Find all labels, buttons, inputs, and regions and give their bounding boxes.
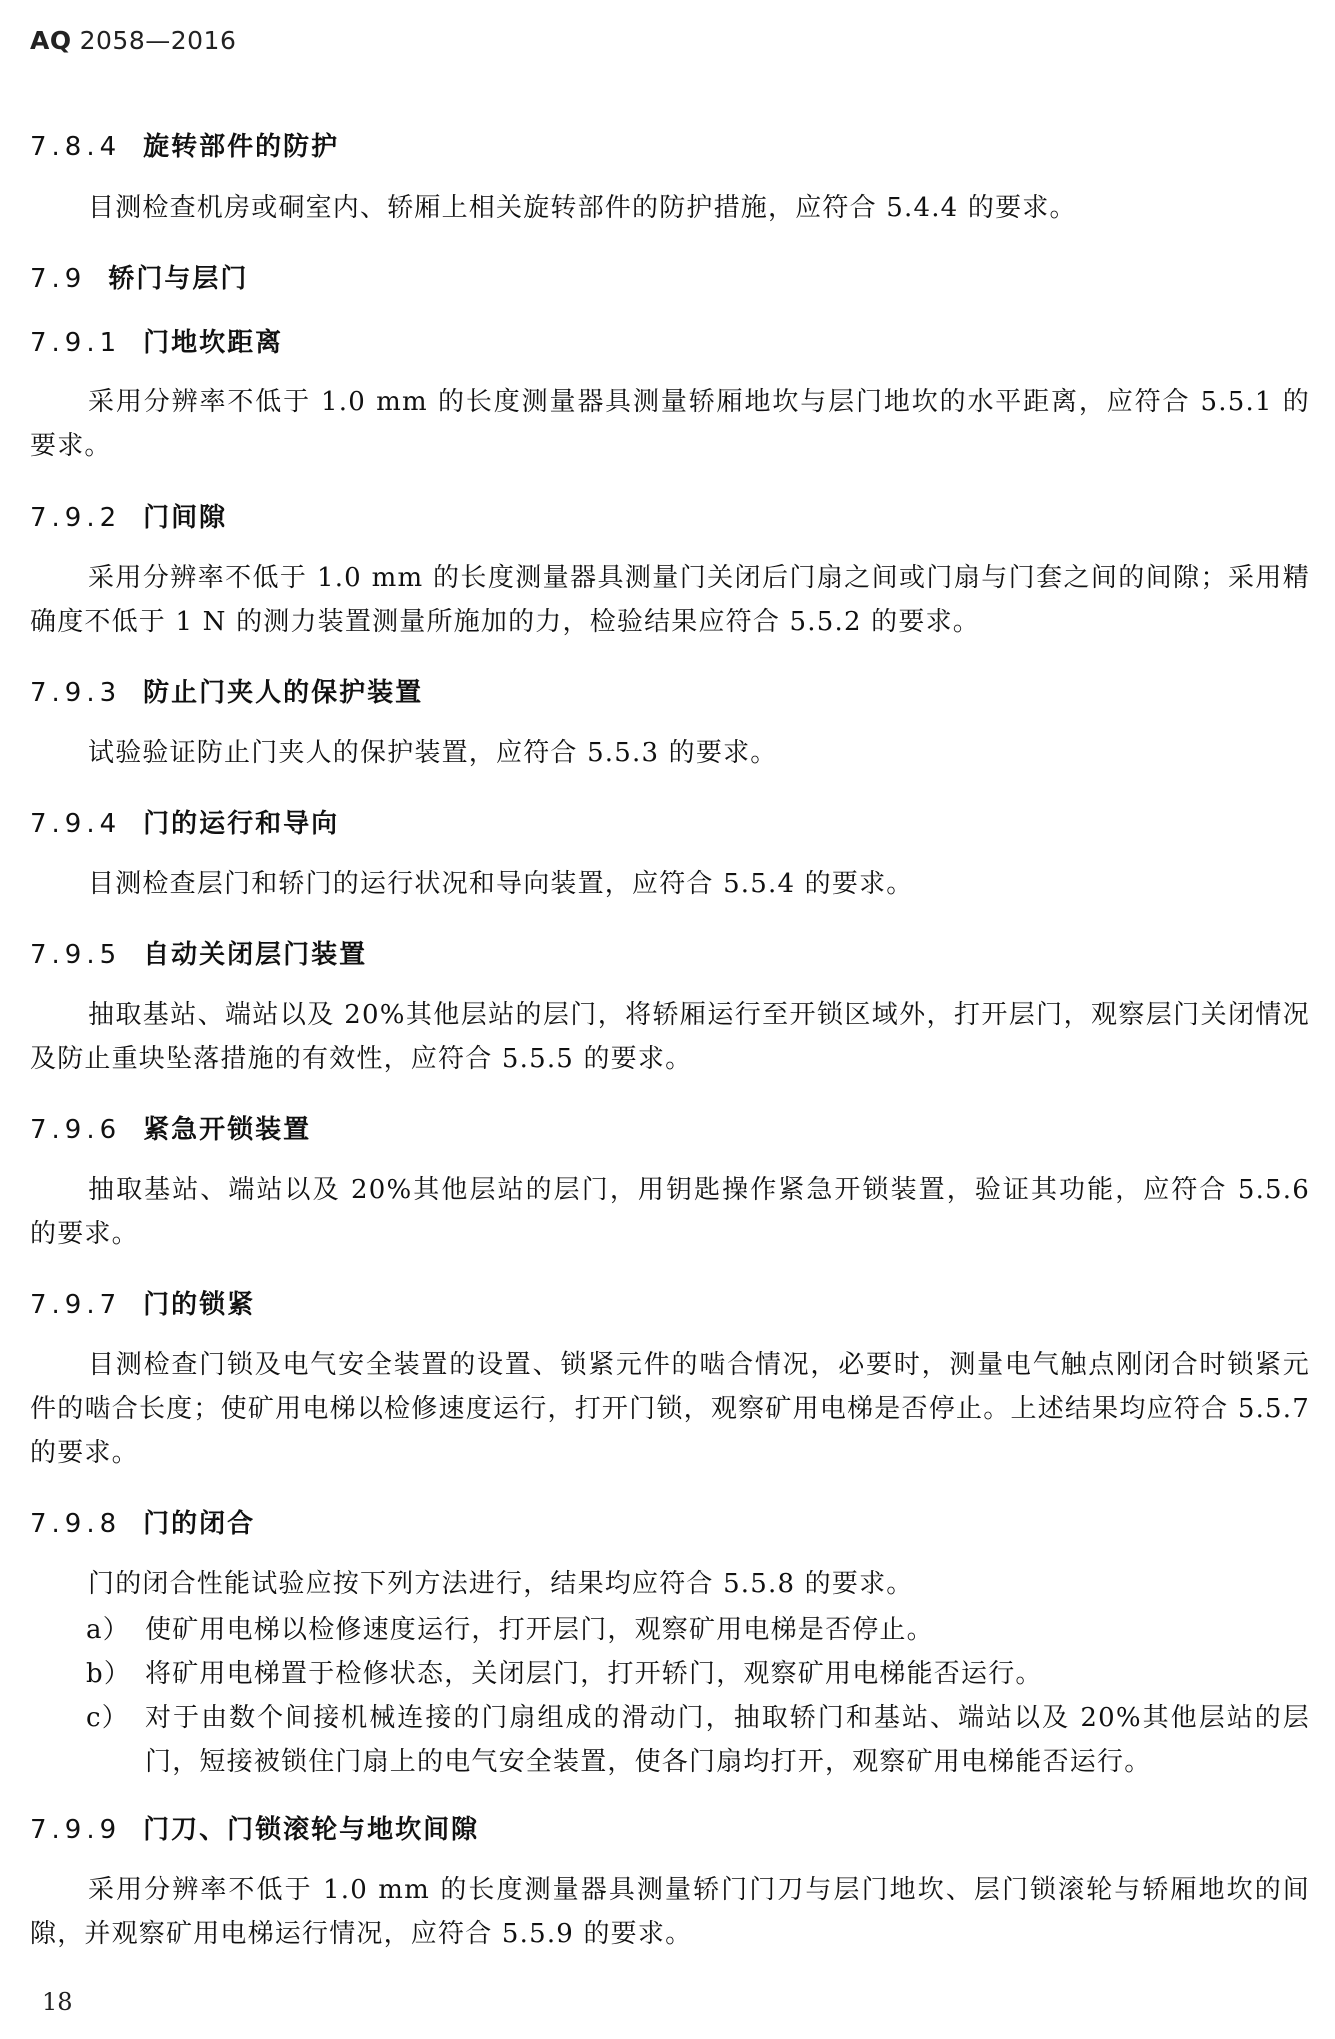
- section-number: 7.9.7: [30, 1290, 122, 1320]
- section-title: 门的运行和导向: [143, 809, 340, 839]
- section-heading-7-9-6: [30, 1109, 311, 1146]
- section-heading-7-9-5: [30, 934, 367, 971]
- section-heading-7-9-9: [30, 1809, 479, 1846]
- section-title: 自动关闭层门装置: [143, 940, 368, 970]
- section-heading-7-8-4: [30, 126, 339, 163]
- section-number: 7.9.6: [30, 1115, 122, 1145]
- list-label: c）: [86, 1703, 129, 1733]
- section-title: 防止门夹人的保护装置: [143, 678, 424, 708]
- page-number: 18: [42, 1988, 73, 2016]
- section-heading-7-9-1: [30, 322, 283, 359]
- section-title: 轿门与层门: [108, 264, 249, 294]
- paragraph-7-9-9: 采用分辨率不低于 1.0 mm 的长度测量器具测量轿门门刀与层门地坎、层门锁滚轮与轿厢地坎的间隙，并观察矿用电梯运行情况，应符合 5.5.9 的要求。: [30, 1875, 1310, 1949]
- section-heading-7-9-3: [30, 672, 423, 709]
- list-text: 使矿用电梯以检修速度运行，打开层门，观察矿用电梯是否停止。: [145, 1615, 934, 1645]
- list-label: a）: [86, 1615, 130, 1645]
- paragraph-7-9-1: 采用分辨率不低于 1.0 mm 的长度测量器具测量轿厢地坎与层门地坎的水平距离，应符合 5.5.1 的要求。: [30, 387, 1310, 461]
- section-title: 门刀、门锁滚轮与地坎间隙: [143, 1815, 480, 1845]
- paragraph-7-9-2: 采用分辨率不低于 1.0 mm 的长度测量器具测量门关闭后门扇之间或门扇与门套之间的间隙；采用精确度不低于 1 N 的测力装置测量所施加的力，检验结果应符合 5.5.2 的要求。: [30, 563, 1310, 637]
- paragraph-7-9-6: 抽取基站、端站以及 20%其他层站的层门，用钥匙操作紧急开锁装置，验证其功能，应符合 5.5.6 的要求。: [30, 1175, 1310, 1249]
- section-number: 7.9.1: [30, 328, 122, 358]
- section-number: 7.8.4: [30, 132, 122, 162]
- section-heading-7-9-7: [30, 1284, 255, 1321]
- section-heading-7-9-2: [30, 497, 227, 534]
- paragraph-7-8-4: 目测检查机房或硐室内、轿厢上相关旋转部件的防护措施，应符合 5.4.4 的要求。: [88, 193, 1077, 223]
- list-item-b: [30, 1652, 1310, 1696]
- section-number: 7.9: [30, 264, 87, 294]
- list-label: b）: [86, 1659, 132, 1689]
- section-number: 7.9.4: [30, 809, 122, 839]
- paragraph-7-9-3: 试验验证防止门夹人的保护装置，应符合 5.5.3 的要求。: [88, 738, 778, 768]
- section-number: 7.9.5: [30, 940, 122, 970]
- list-text: 对于由数个间接机械连接的门扇组成的滑动门，抽取轿门和基站、端站以及 20%其他层站的层门，短接被锁住门扇上的电气安全装置，使各门扇均打开，观察矿用电梯能否运行。: [145, 1703, 1310, 1777]
- section-number: 7.9.3: [30, 678, 122, 708]
- list-text: 将矿用电梯置于检修状态，关闭层门，打开轿门，观察矿用电梯能否运行。: [145, 1659, 1043, 1689]
- section-title: 紧急开锁装置: [143, 1115, 312, 1145]
- paragraph-7-9-5: 抽取基站、端站以及 20%其他层站的层门，将轿厢运行至开锁区域外，打开层门，观察层门关闭情况及防止重块坠落措施的有效性，应符合 5.5.5 的要求。: [30, 1000, 1310, 1074]
- list-item-a: [30, 1608, 1310, 1652]
- section-number: 7.9.2: [30, 503, 122, 533]
- standard-code: AQ: [30, 26, 72, 55]
- list-item-c: [30, 1696, 1310, 1784]
- section-heading-7-9: [30, 258, 248, 295]
- section-heading-7-9-4: [30, 803, 339, 840]
- paragraph-7-9-8: 门的闭合性能试验应按下列方法进行，结果均应符合 5.5.8 的要求。: [88, 1569, 914, 1599]
- section-title: 旋转部件的防护: [143, 132, 340, 162]
- section-title: 门的闭合: [143, 1509, 256, 1539]
- section-title: 门间隙: [143, 503, 228, 533]
- standard-number: 2058—2016: [79, 26, 237, 55]
- section-heading-7-9-8: [30, 1503, 255, 1540]
- section-number: 7.9.9: [30, 1815, 122, 1845]
- standard-header: [30, 26, 236, 55]
- section-title: 门的锁紧: [143, 1290, 256, 1320]
- paragraph-7-9-7: 目测检查门锁及电气安全装置的设置、锁紧元件的啮合情况，必要时，测量电气触点刚闭合时锁紧元件的啮合长度；使矿用电梯以检修速度运行，打开门锁，观察矿用电梯是否停止。上述结果均应符合 5.5.7 的要求。: [30, 1350, 1310, 1468]
- section-number: 7.9.8: [30, 1509, 122, 1539]
- paragraph-7-9-4: 目测检查层门和轿门的运行状况和导向装置，应符合 5.5.4 的要求。: [88, 869, 914, 899]
- section-title: 门地坎距离: [143, 328, 284, 358]
